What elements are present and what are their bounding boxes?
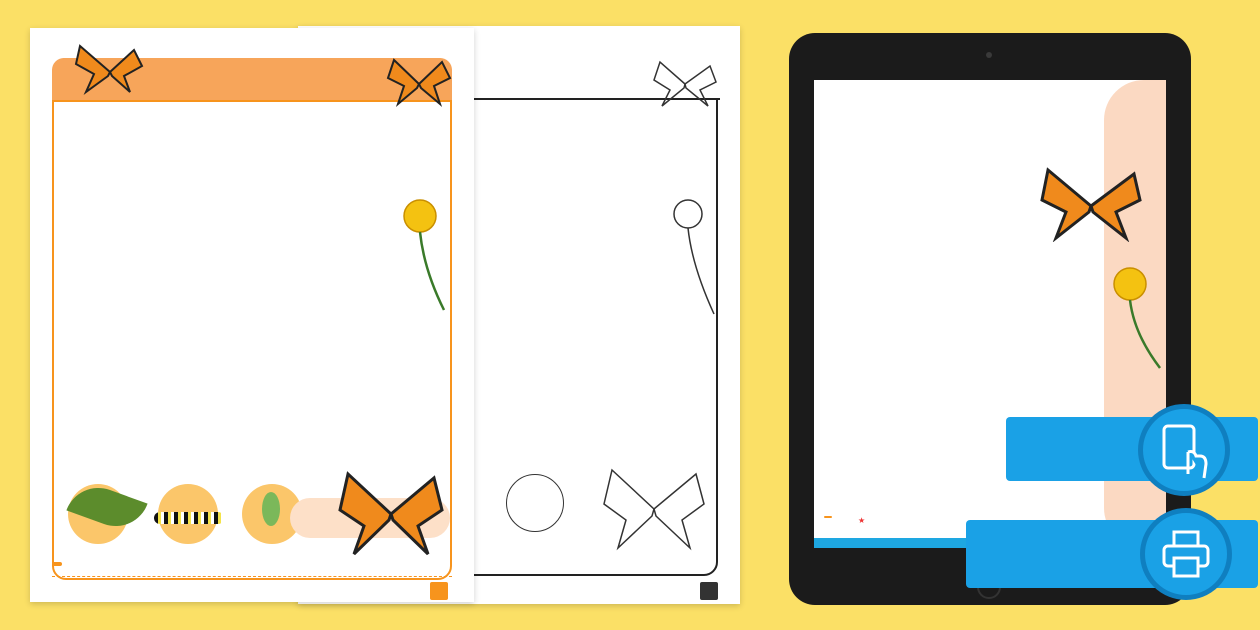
butterfly-outline-large-icon — [598, 464, 710, 554]
bw-illustration-circle — [506, 474, 564, 532]
tablet-touch-icon — [1158, 422, 1214, 480]
monarch-butterfly-icon — [72, 42, 148, 98]
bw-corner-logo — [700, 582, 718, 600]
monarch-butterfly-small-icon — [384, 56, 454, 108]
caterpillar-icon — [154, 512, 224, 524]
color-worksheet — [30, 28, 474, 602]
monarch-butterfly-icon — [1036, 166, 1146, 242]
corner-logo — [430, 582, 448, 600]
tablet-twinkl-logo — [824, 516, 832, 518]
dandelion-flower-icon — [396, 192, 452, 312]
printer-icon — [1160, 528, 1212, 580]
footer-line — [52, 576, 452, 577]
twinkl-logo — [52, 562, 62, 566]
star-icon: ★ — [858, 516, 866, 525]
chrysalis-icon — [262, 492, 280, 526]
dandelion-flower-icon — [1104, 260, 1166, 370]
monarch-butterfly-large-icon — [334, 468, 448, 560]
flower-outline-icon — [662, 186, 722, 316]
tablet-camera — [986, 52, 992, 58]
butterfly-outline-icon — [650, 56, 720, 112]
